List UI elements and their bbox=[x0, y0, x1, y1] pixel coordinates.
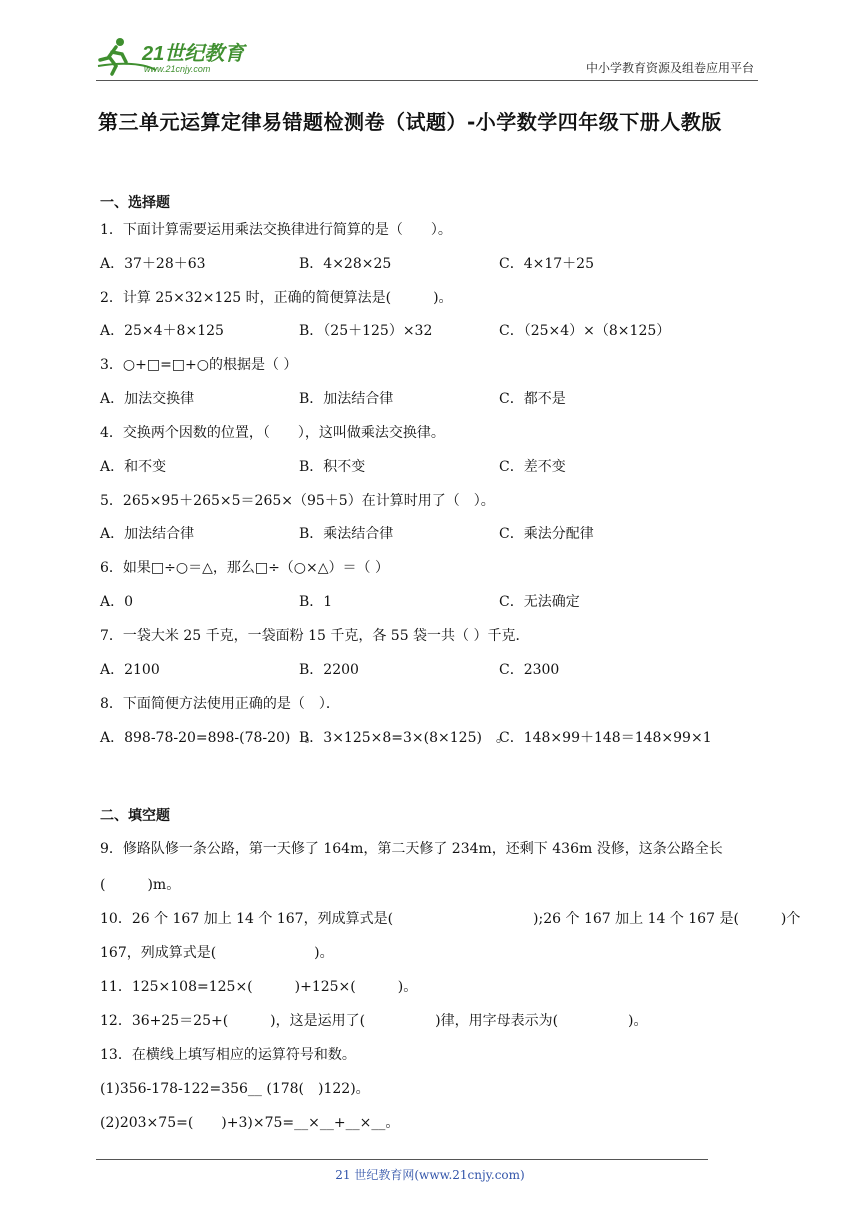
option-b: B．1 bbox=[299, 594, 333, 610]
question-13: 13．在横线上填写相应的运算符号和数。 bbox=[100, 1047, 356, 1063]
question-12: 12．36+25＝25+( )，这是运用了( )律，用字母表示为( )。 bbox=[100, 1013, 648, 1029]
option-a: A．898-78-20=898-(78-20) 。 bbox=[100, 730, 319, 746]
question-9-cont: ( )m。 bbox=[100, 877, 181, 893]
option-b: B．加法结合律 bbox=[299, 391, 394, 407]
option-a: A．加法结合律 bbox=[100, 526, 195, 542]
footer-divider bbox=[96, 1159, 708, 1160]
option-c: C．（25×4）×（8×125） bbox=[499, 323, 671, 339]
option-c: C．2300 bbox=[499, 662, 560, 678]
question-4: 4．交换两个因数的位置，（ ），这叫做乘法交换律。 bbox=[100, 425, 445, 441]
page-header bbox=[96, 30, 758, 81]
question-13-part1: (1)356-178-122=356__ (178( )122)。 bbox=[100, 1081, 370, 1097]
logo-21cnjy bbox=[96, 36, 266, 76]
document-title: 第三单元运算定律易错题检测卷（试题）-小学数学四年级下册人教版 bbox=[98, 110, 722, 134]
option-c: C．4×17＋25 bbox=[499, 256, 594, 272]
option-a: A．25×4＋8×125 bbox=[100, 323, 224, 339]
option-a: A．和不变 bbox=[100, 459, 167, 475]
section-fill-heading: 二、填空题 bbox=[100, 808, 170, 824]
option-a: A．加法交换律 bbox=[100, 391, 195, 407]
option-a: A．2100 bbox=[100, 662, 160, 678]
option-c: C．148×99＋148＝148×99×1 bbox=[499, 730, 712, 746]
question-9: 9．修路队修一条公路，第一天修了 164m，第二天修了 234m，还剩下 436m 没修，这条公路全长 bbox=[100, 841, 723, 857]
question-2: 2．计算 25×32×125 时，正确的简便算法是( )。 bbox=[100, 290, 453, 306]
option-b: B．2200 bbox=[299, 662, 359, 678]
option-b: B．（25＋125）×32 bbox=[299, 323, 433, 339]
question-6: 6．如果□÷○＝△，那么□÷（○×△）＝（ ） bbox=[100, 560, 389, 576]
question-3: 3．○+□=□+○的根据是（ ） bbox=[100, 357, 298, 373]
option-b: B．3×125×8=3×(8×125) 。 bbox=[299, 730, 510, 746]
question-10: 10．26 个 167 加上 14 个 167，列成算式是( );26 个 167 加上 14 个 167 是( )个 bbox=[100, 911, 801, 927]
option-b: B．4×28×25 bbox=[299, 256, 392, 272]
option-a: A．0 bbox=[100, 594, 134, 610]
platform-tagline: 中小学教育资源及组卷应用平台 bbox=[585, 61, 754, 75]
option-c: C．都不是 bbox=[499, 391, 566, 407]
question-8: 8．下面简便方法使用正确的是（ ）． bbox=[100, 696, 340, 712]
section-choice-heading: 一、选择题 bbox=[100, 195, 170, 211]
question-5: 5．265×95＋265×5＝265×（95＋5）在计算时用了（ ）。 bbox=[100, 493, 495, 509]
question-11: 11．125×108=125×( )+125×( )。 bbox=[100, 979, 418, 995]
question-13-part2: (2)203×75=( )+3)×75=__×__+__×__。 bbox=[100, 1115, 400, 1131]
footer-text: 21 世纪教育网(www.21cnjy.com) bbox=[335, 1168, 525, 1182]
option-b: B．乘法结合律 bbox=[299, 526, 394, 542]
option-a: A．37＋28＋63 bbox=[100, 256, 206, 272]
option-c: C．无法确定 bbox=[499, 594, 580, 610]
question-1: 1．下面计算需要运用乘法交换律进行简算的是（ ）。 bbox=[100, 222, 452, 238]
option-c: C．乘法分配律 bbox=[499, 526, 594, 542]
option-c: C．差不变 bbox=[499, 459, 566, 475]
option-b: B．积不变 bbox=[299, 459, 366, 475]
logo-url: www.21cnjy.com bbox=[144, 64, 211, 74]
question-7: 7．一袋大米 25 千克，一袋面粉 15 千克，各 55 袋一共（ ）千克． bbox=[100, 628, 530, 644]
question-10-cont: 167，列成算式是( )。 bbox=[100, 945, 334, 961]
logo-text: 21世纪教育 bbox=[142, 43, 245, 65]
